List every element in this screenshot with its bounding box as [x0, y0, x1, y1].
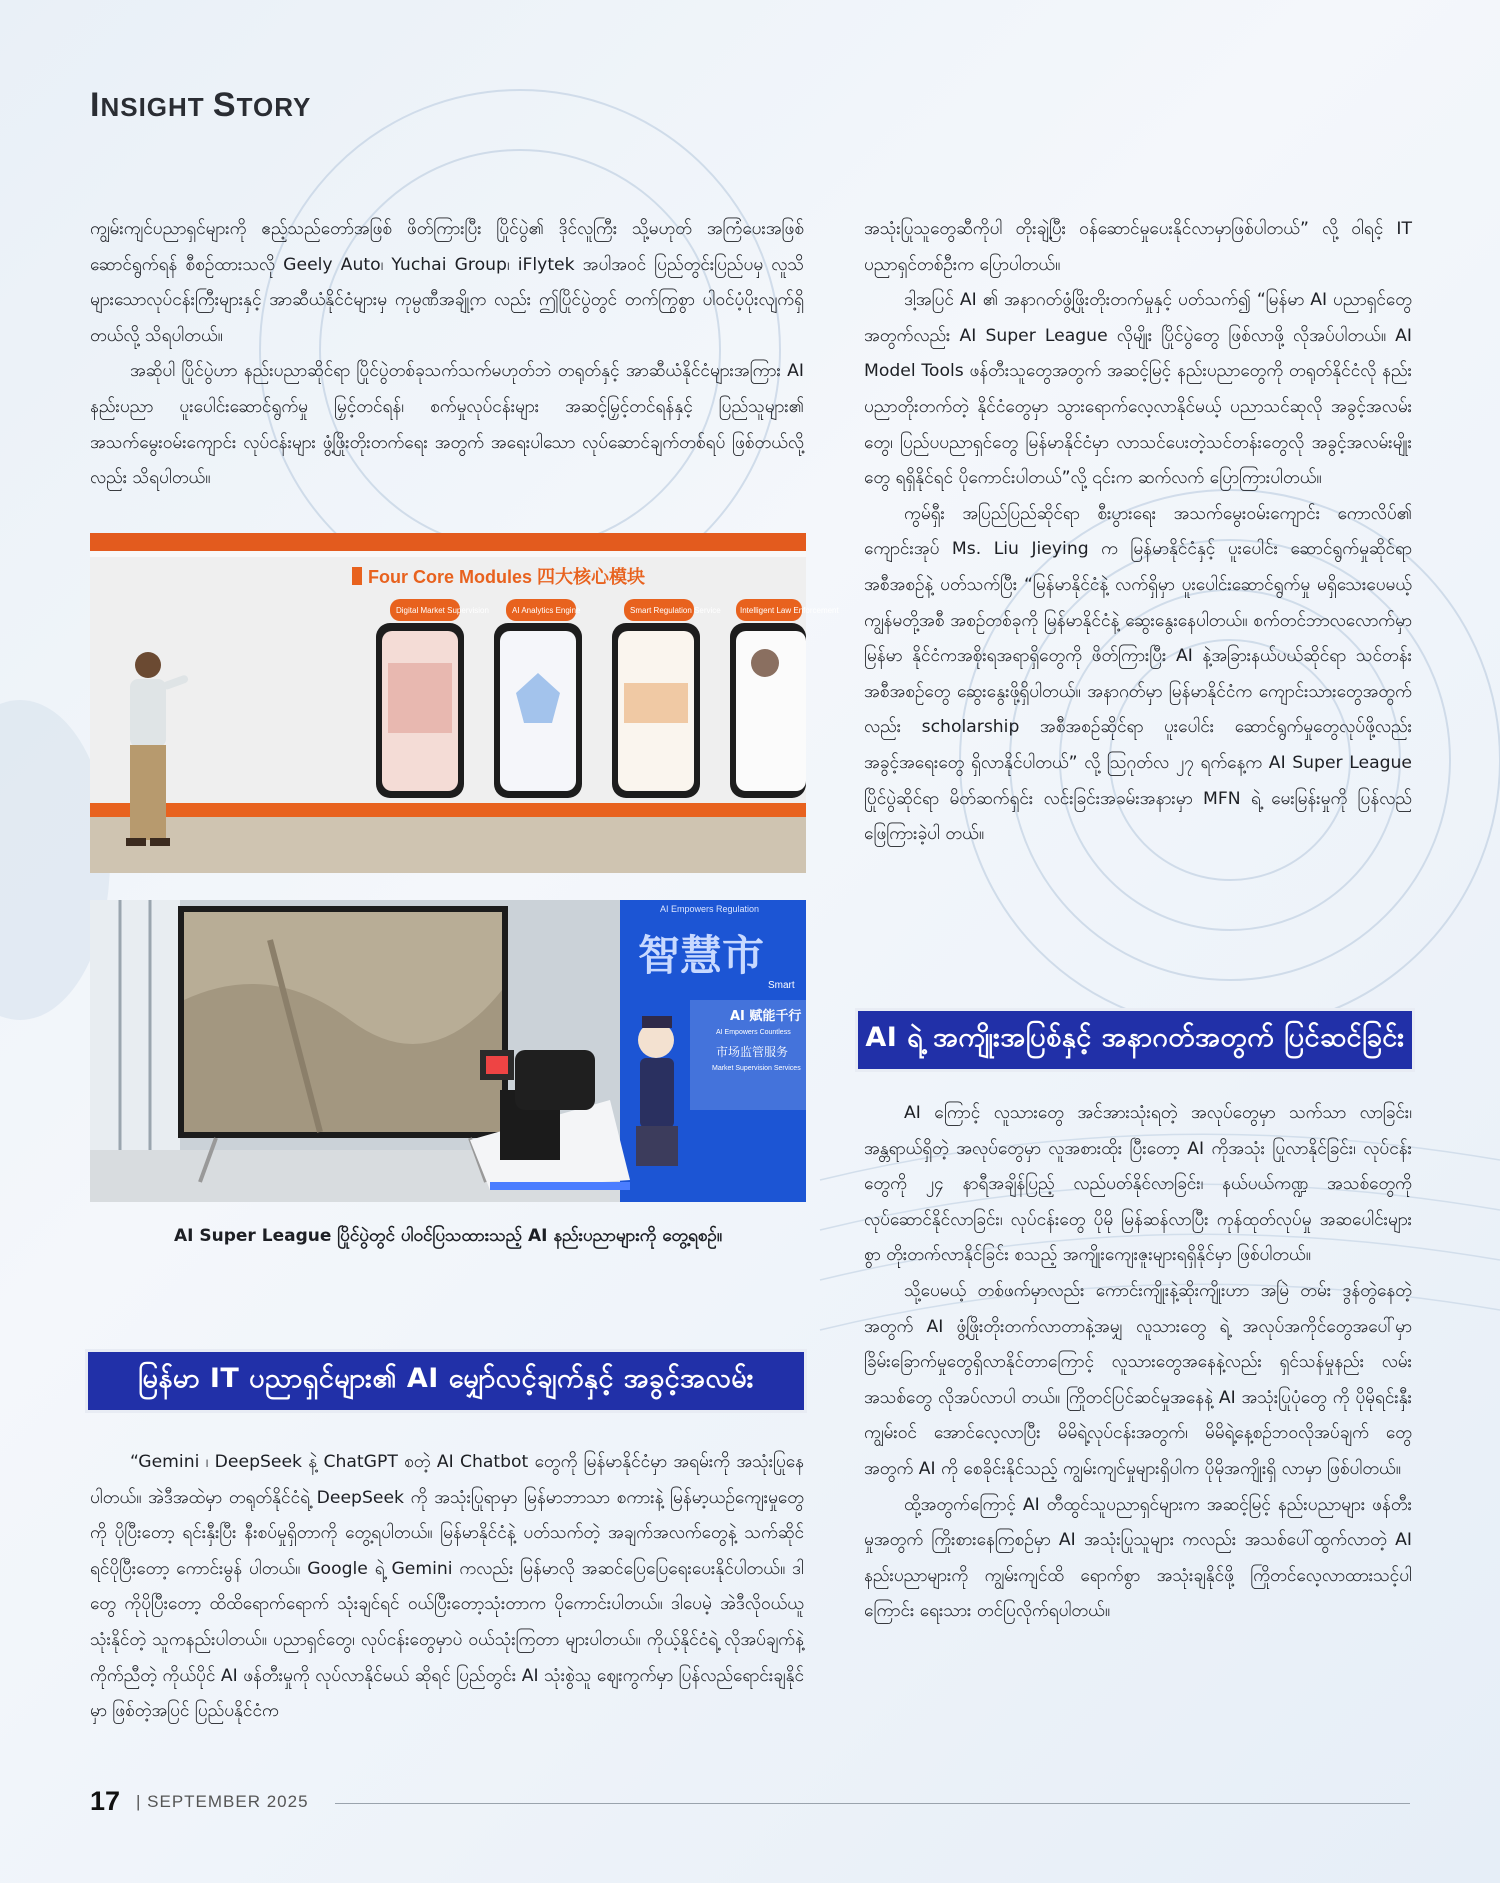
paragraph: ကွမ်ရှီး အပြည်ပြည်ဆိုင်ရာ စီးပွားရေး အသက်မွေးဝမ်းကျောင်း ကောလိပ်၏ ကျောင်းအုပ် Ms. Liu Jieying က မြန်မာနိုင်ငံနှင့် ပူးပေါင်း ဆောင်ရွက်မှုဆိုင်ရာ အစီအစဉ်နဲ့ ပတ်သက်ပြီး “မြန်မာနိုင်ငံနဲ့ လက်ရှိမှာ ပူးပေါင်းဆောင်ရွက်မှု မရှိသေးပေမယ့် ကျွန်မတို့အစီ အစဉ်တစ်ခုကို မြန်မာနိုင်ငံနဲ့ ဆွေးနွေးနေပါတယ်။ စက်တင်ဘာလလောက်မှာ မြန်မာ နိုင်ငံကအစိုးရအရာရှိတွေကို ဖိတ်ကြားပြီး AI နဲ့အခြားနယ်ပယ်ဆိုင်ရာ သင်တန်းအစီအစဉ်တွေ ဆွေးနွေးဖို့ရှိပါတယ်။ အနာဂတ်မှာ မြန်မာနိုင်ငံက ကျောင်းသားတွေအတွက်လည်း scholarship အစီအစဉ်ဆိုင်ရာ ပူးပေါင်း ဆောင်ရွက်မှုတွေလုပ်ဖို့လည်း အခွင့်အရေးတွေ ရှိလာနိုင်ပါတယ်” လို့ ဩဂုတ်လ ၂၇ ရက်နေ့က AI Super League ပြိုင်ပွဲဆိုင်ရာ မိတ်ဆက်ရှင်း လင်းခြင်းအခမ်းအနားမှာ MFN ရဲ့ မေးမြန်းမှုကို ပြန်လည်ဖြေကြားခဲ့ပါ တယ်။ [864, 503, 1412, 845]
sign-panel-cn: 市场监管服务 [716, 1045, 789, 1059]
right-column-top [864, 212, 1412, 853]
presentation-photo [90, 533, 839, 873]
paragraph: သို့ပေမယ့် တစ်ဖက်မှာလည်း ကောင်းကျိုးနဲ့ဆိုးကျိုးဟာ အမြဲ တမ်း ဒွန်တွဲနေတဲ့အတွက် AI ဖွံ့ဖြိုးတိုးတက်လာတာနဲ့အမျှ လူသားတွေ ရဲ့ အလုပ်အကိုင်တွေအပေါ်မှာ ခြိမ်းခြောက်မှုတွေရှိလာနိုင်တာကြောင့် လူသားတွေအနေနဲ့လည်း ရှင်သန်မှုနည်း လမ်းအသစ်တွေ လိုအပ်လာပါ တယ်။ ကြိုတင်ပြင်ဆင်မှုအနေနဲ့ AI အသုံးပြုပုံတွေ ကို ပိုမိုရင်းနှီးကျွမ်းဝင် အောင်လေ့လာပြီး မိမိရဲ့လုပ်ငန်းအတွက်၊ မိမိရဲ့နေ့စဉ်ဘဝလိုအပ်ချက် တွေအတွက် AI ကို စေခိုင်းနိုင်သည့် ကျွမ်းကျင်မှုများရှိပါက ပိုမိုအကျိုးရှိ လာမှာ ဖြစ်ပါတယ်။ [864, 1280, 1412, 1479]
paragraph: “Gemini ၊ DeepSeek နဲ့ ChatGPT စတဲ့ AI Chatbot တွေကို မြန်မာနိုင်ငံမှာ အရမ်းကို အသုံးပြုနေပါတယ်။ အဲဒီအထဲမှာ တရုတ်နိုင်ငံရဲ့ DeepSeek ကို အသုံးပြုရာမှာ မြန်မာဘာသာ စကားနဲ့ မြန်မာ့ယဉ်ကျေးမှုတွေကို ပိုပြီးတော့ ရင်းနှီးပြီး နီးစပ်မှုရှိတာကို တွေ့ရပါတယ်။ မြန်မာနိုင်ငံနဲ့ ပတ်သက်တဲ့ အချက်အလက်တွေနဲ့ သက်ဆိုင်ရင်ပိုပြီးတော့ ကောင်းမွန် ပါတယ်။ Google ရဲ့ Gemini ကလည်း မြန်မာလို အဆင်ပြေပြေရေးပေးနိုင်ပါတယ်။ ဒါတွေ ကိုပိုပြီးတော့ ထိထိရောက်ရောက် သုံးချင်ရင် ဝယ်ပြီးတော့သုံးတာက ပိုကောင်းပါတယ်။ ဒါပေမဲ့ အဲဒီလိုဝယ်ယူ သုံးနိုင်တဲ့ သူကနည်းပါတယ်။ ပညာရှင်တွေ၊ လုပ်ငန်းတွေမှာပဲ ဝယ်သုံးကြတာ များပါတယ်။ ကိုယ့်နိုင်ငံရဲ့ လိုအပ်ချက်နဲ့ ကိုက်ညီတဲ့ ကိုယ်ပိုင် AI ဖန်တီးမှုကို လုပ်လာနိုင်မယ် ဆိုရင် ပြည်တွင်း AI သုံးစွဲသူ ဈေးကွက်မှာ ပြန်လည်ရောင်းချနိုင်မှာ ဖြစ်တဲ့အပြင် ပြည်ပနိုင်ငံက [90, 1452, 804, 1722]
phone-label: Intelligent Law Enforcement [740, 606, 839, 615]
paragraph: ထို့အတွက်ကြောင့် AI တီထွင်သူပညာရှင်များက အဆင့်မြင့် နည်းပညာများ ဖန်တီးမှုအတွက် ကြိုးစားနေကြစဉ်မှာ AI အသုံးပြုသူများ ကလည်း အသစ်ပေါ်ထွက်လာတဲ့ AI နည်းပညာများကို ကျွမ်းကျင်ထိ ရောက်စွာ အသုံးချနိုင်ဖို့ ကြိုတင်လေ့လာထားသင့်ပါကြောင်း ရေးသား တင်ပြလိုက်ရပါတယ်။ [864, 1494, 1412, 1622]
footer-divider [335, 1803, 1410, 1804]
sign-panel-sub: AI Empowers Countless [716, 1029, 791, 1036]
paragraph: အသုံးပြုသူတွေဆီကိုပါ တိုးချဲ့ပြီး ဝန်ဆောင်မှုပေးနိုင်လာမှာဖြစ်ပါတယ်” လို့ ဝါရင့် IT ပညာရှင်တစ်ဦးက ပြောပါတယ်။ [864, 219, 1412, 275]
left-column-top [90, 212, 804, 497]
paragraph: အဆိုပါ ပြိုင်ပွဲဟာ နည်းပညာဆိုင်ရာ ပြိုင်ပွဲတစ်ခုသက်သက်မဟုတ်ဘဲ တရုတ်နှင့် အာဆီယံနိုင်ငံများအကြား AI နည်းပညာ ပူးပေါင်းဆောင်ရွက်မှု မြှင့်တင်ရန်၊ စက်မှုလုပ်ငန်းများ အဆင့်မြှင့်တင်ရန်နှင့် ပြည်သူများ၏ အသက်မွေးဝမ်းကျောင်း လုပ်ငန်းများ ဖွံ့ဖြိုးတိုးတက်ရေး အတွက် အရေးပါသော လုပ်ဆောင်ချက်တစ်ရပ် ဖြစ်တယ်လို့လည်း သိရပါတယ်။ [90, 361, 804, 489]
phone-label: AI Analytics Engine [512, 606, 581, 615]
right-column-bottom [864, 1096, 1412, 1630]
sign-small-text: Smart [768, 980, 795, 991]
sign-panel-en: Market Supervision Services [712, 1065, 801, 1072]
robot-figure [636, 1016, 678, 1166]
phone-label: Smart Regulation Service [630, 606, 721, 615]
sign-panel-title: AI 赋能千行 [730, 1009, 802, 1024]
page-number: 17 [90, 1786, 121, 1816]
sign-top-text: AI Empowers Regulation [660, 904, 760, 914]
left-column-bottom [90, 1445, 804, 1730]
phone-label: Digital Market Supervision [396, 606, 489, 615]
section-heading-banner: မြန်မာ IT ပညာရှင်များ၏ AI မျှော်လင့်ချက်နှင့် အခွင့်အလမ်း [88, 1352, 804, 1410]
slide-title: Four Core Modules 四大核心模块 [368, 567, 646, 587]
paragraph: ကျွမ်းကျင်ပညာရှင်များကို ဧည့်သည်တော်အဖြစ် ဖိတ်ကြားပြီး ပြိုင်ပွဲ၏ ဒိုင်လူကြီး သို့မဟုတ် အကြံပေးအဖြစ် ဆောင်ရွက်ရန် စီစဉ်ထားသလို Geely Auto၊ Yuchai Group၊ iFlytek အပါအဝင် ပြည်တွင်းပြည်ပမှ လူသိများသောလုပ်ငန်းကြီးများနှင့် အာဆီယံနိုင်ငံများမှ ကုမ္ပဏီအချို့က လည်း ဤပြိုင်ပွဲတွင် တက်ကြွစွာ ပါဝင်ပံ့ပိုးလျက်ရှိတယ်လို့ သိရပါတယ်။ [90, 219, 804, 346]
section-heading-banner: AI ရဲ့ အကျိုးအပြစ်နှင့် အနာဂတ်အတွက် ပြင်ဆင်ခြင်း [858, 1011, 1412, 1069]
paragraph: ဒါ့အပြင် AI ၏ အနာဂတ်ဖွံ့ဖြိုးတိုးတက်မှုနှင့် ပတ်သက်၍ “မြန်မာ AI ပညာရှင်တွေအတွက်လည်း AI Super League လိုမျိုး ပြိုင်ပွဲတွေ ဖြစ်လာဖို့ လိုအပ်ပါတယ်။ AI Model Tools ဖန်တီးသူတွေအတွက် အဆင့်မြင့် နည်းပညာတွေကို တရုတ်နိုင်ငံလို နည်းပညာတိုးတက်တဲ့ နိုင်ငံတွေမှာ သွားရောက်လေ့လာနိုင်မယ့် ပညာသင်ဆုလို အခွင့်အလမ်း တွေ၊ ပြည်ပပညာရှင်တွေ မြန်မာနိုင်ငံမှာ လာသင်ပေးတဲ့သင်တန်းတွေလို အခွင့်အလမ်းမျိုးတွေ ရရှိနိုင်ရင် ပိုကောင်းပါတယ်”လို့ ၎င်းက ဆက်လက် ပြောကြားပါတယ်။ [864, 290, 1412, 489]
photo-caption: AI Super League ပြိုင်ပွဲတွင် ပါဝင်ပြသထားသည့် AI နည်းပညာများကို တွေ့ရစဉ်။ [173, 1226, 723, 1246]
issue-date: | SEPTEMBER 2025 [136, 1792, 309, 1811]
sign-big-text: 智慧市 [638, 931, 765, 980]
paragraph: AI ကြောင့် လူသားတွေ အင်အားသုံးရတဲ့ အလုပ်တွေမှာ သက်သာ လာခြင်း၊ အန္တရာယ်ရှိတဲ့ အလုပ်တွေမှာ လူအစားထိုး ပြီးတော့ AI ကိုအသုံး ပြုလာနိုင်ခြင်း၊ လုပ်ငန်းတွေကို ၂၄ နာရီအချိန်ပြည့် လည်ပတ်နိုင်လာခြင်း၊ နယ်ပယ်ကဏ္ဍ အသစ်တွေကိုလုပ်ဆောင်နိုင်လာခြင်း၊ လုပ်ငန်းတွေ ပိုမို မြန်ဆန်လာပြီး ကုန်ထုတ်လုပ်မှု အဆပေါင်းများစွာ တိုးတက်လာနိုင်ခြင်း စသည့် အကျိုးကျေးဇူးများရရှိနိုင်မှာ ဖြစ်ပါတယ်။ [864, 1103, 1412, 1266]
section-header: INSIGHT STORY [90, 86, 312, 124]
exhibition-photo [90, 900, 806, 1202]
